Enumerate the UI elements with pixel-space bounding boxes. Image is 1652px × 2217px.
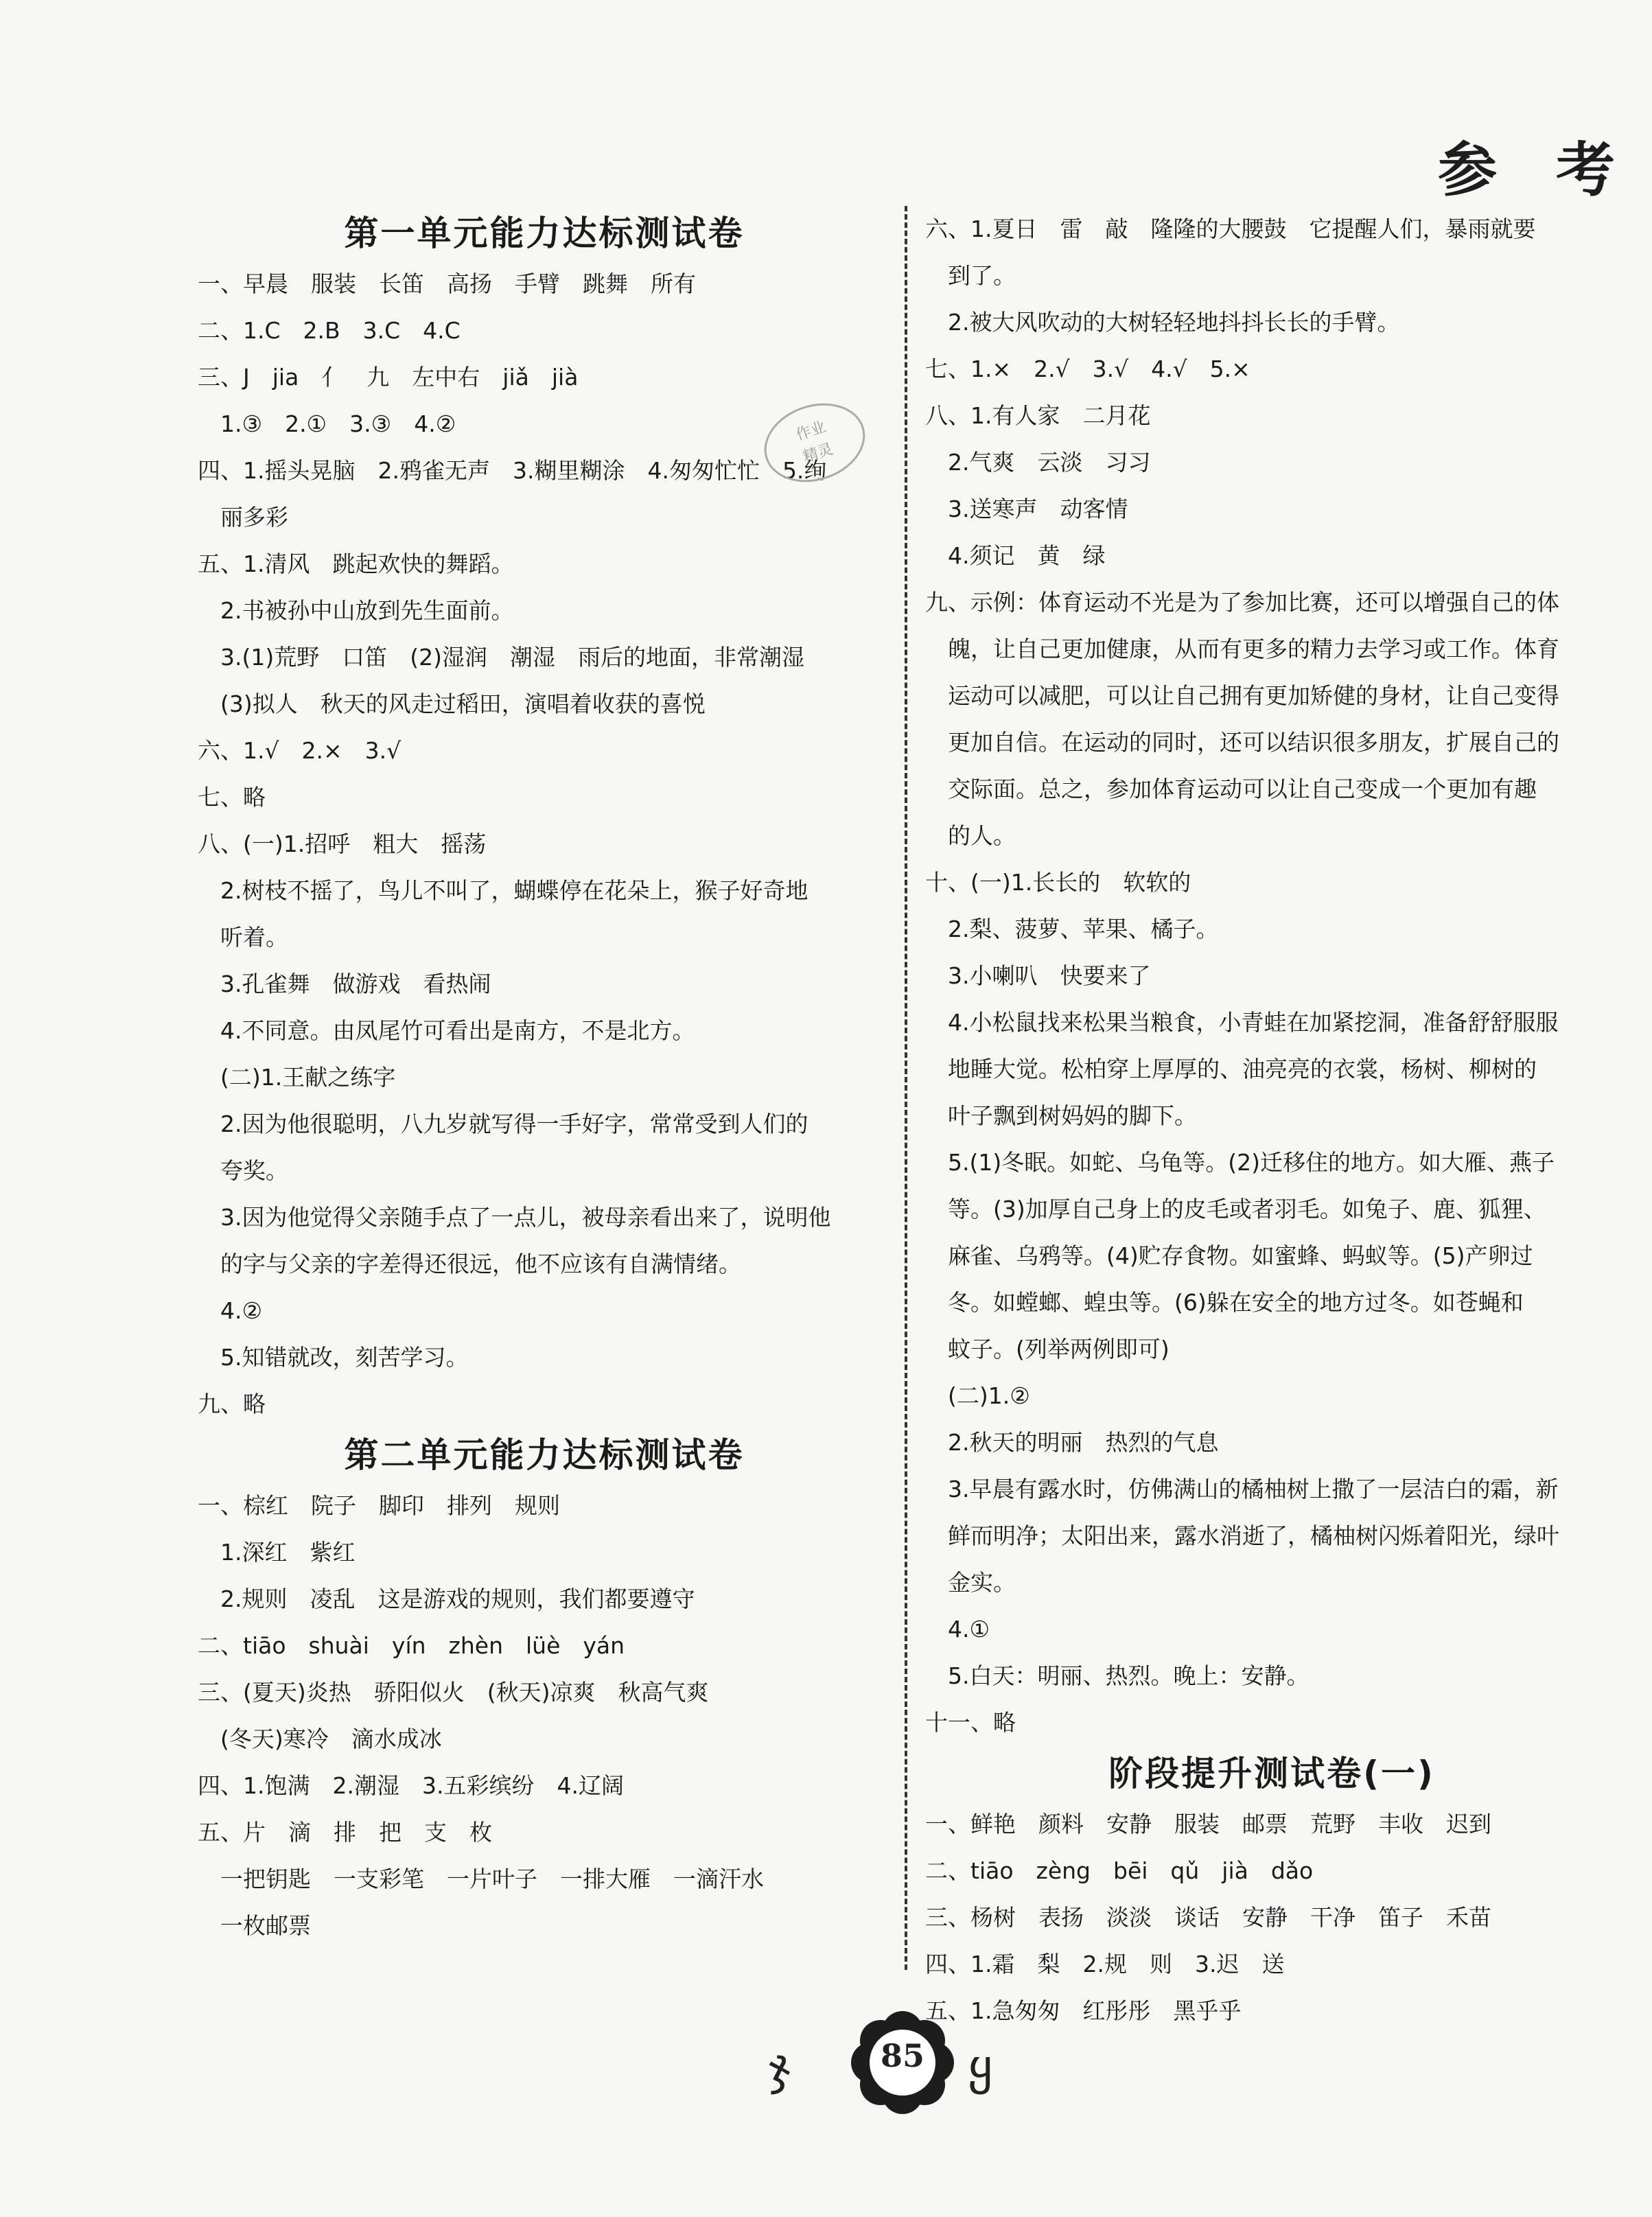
section-title: 第一单元能力达标测试卷 (344, 213, 745, 253)
answer-line: 魄，让自己更加健康，从而有更多的精力去学习或工作。体育 (925, 636, 1559, 662)
answer-line: 一、棕红 院子 脚印 排列 规则 (198, 1492, 560, 1519)
answer-line: 地睡大觉。松柏穿上厚厚的、油亮亮的衣裳，杨树、柳树的 (925, 1056, 1537, 1082)
answer-line: 的人。 (925, 822, 1016, 849)
answer-line: 金实。 (925, 1569, 1016, 1596)
answer-line: 七、略 (198, 784, 266, 811)
section-title: 第二单元能力达标测试卷 (344, 1435, 745, 1475)
answer-line: 六、1.√ 2.× 3.√ (198, 737, 402, 764)
sprig-left-icon: ჯ (769, 2039, 791, 2095)
answer-line: 2.树枝不摇了，鸟儿不叫了，蝴蝶停在花朵上，猴子好奇地 (198, 877, 808, 904)
answer-line: 四、1.饱满 2.潮湿 3.五彩缤纷 4.辽阔 (198, 1772, 624, 1799)
answer-line: 3.小喇叭 快要来了 (925, 962, 1151, 989)
answer-line: 的字与父亲的字差得还很远，他不应该有自满情绪。 (198, 1251, 741, 1277)
section-title: 阶段提升测试卷(一) (1108, 1754, 1435, 1794)
right-column (925, 206, 1618, 2034)
answer-line: 4.① (925, 1616, 990, 1643)
answer-line: 5.知错就改，刻苦学习。 (198, 1344, 469, 1371)
answer-line: 3.孔雀舞 做游戏 看热闹 (198, 971, 491, 997)
answer-line: 九、示例：体育运动不光是为了参加比赛，还可以增强自己的体 (925, 589, 1559, 616)
answer-line: 十、(一)1.长长的 软软的 (925, 869, 1191, 896)
answer-line: 三、(夏天)炎热 骄阳似火 (秋天)凉爽 秋高气爽 (198, 1679, 709, 1706)
answer-line: 二、tiāo shuài yín zhèn lüè yán (198, 1632, 625, 1659)
sprig-right-icon: ყ (968, 2039, 993, 2095)
answer-line: 三、J jia 亻 九 左中右 jiǎ jià (198, 364, 579, 391)
answer-line: 冬。如螳螂、蝗虫等。(6)躲在安全的地方过冬。如苍蝇和 (925, 1289, 1524, 1316)
answer-line: 二、tiāo zèng bēi qǔ jià dǎo (925, 1857, 1314, 1884)
answer-line: 一、早晨 服装 长笛 高扬 手臂 跳舞 所有 (198, 270, 696, 297)
answer-line: 丽多彩 (198, 504, 288, 531)
answer-line: 四、1.霜 梨 2.规 则 3.迟 送 (925, 1951, 1285, 1977)
answer-line: 2.秋天的明丽 热烈的气息 (925, 1429, 1219, 1456)
answer-line: 3.因为他觉得父亲随手点了一点儿，被母亲看出来了，说明他 (198, 1204, 831, 1231)
answer-line: (3)拟人 秋天的风走过稻田，演唱着收获的喜悦 (198, 690, 706, 717)
answer-line: 六、1.夏日 雷 敲 隆隆的大腰鼓 它提醒人们，暴雨就要 (925, 216, 1536, 242)
answer-line: 3.早晨有露水时，仿佛满山的橘柚树上撒了一层洁白的霜，新 (925, 1476, 1559, 1502)
answer-line: 1.③ 2.① 3.③ 4.② (198, 410, 456, 437)
stamp-image: 作业 精灵 (754, 391, 876, 495)
answer-line: 5.白天：明丽、热烈。晚上：安静。 (925, 1662, 1310, 1689)
answer-line: 一枚邮票 (198, 1912, 311, 1939)
page-header-label: 参 考 (1438, 136, 1634, 205)
answer-line: 一、鲜艳 颜料 安静 服装 邮票 荒野 丰收 迟到 (925, 1811, 1491, 1837)
answer-line: 交际面。总之，参加体育运动可以让自己变成一个更加有趣 (925, 776, 1537, 802)
answer-line: 听着。 (198, 924, 288, 951)
answer-line: 4.须记 黄 绿 (925, 542, 1106, 569)
answer-line: 5.(1)冬眠。如蛇、乌龟等。(2)迁移住的地方。如大雁、燕子 (925, 1149, 1555, 1176)
answer-line: 夸奖。 (198, 1157, 288, 1184)
page-number: 85 (880, 2037, 924, 2074)
answer-line: 五、片 滴 排 把 支 枚 (198, 1819, 492, 1846)
answer-line: 八、1.有人家 二月花 (925, 402, 1151, 429)
answer-line: 2.书被孙中山放到先生面前。 (198, 597, 514, 624)
answer-line: 等。(3)加厚自己身上的皮毛或者羽毛。如兔子、鹿、狐狸、 (925, 1196, 1546, 1222)
answer-line: (冬天)寒冷 滴水成冰 (198, 1726, 442, 1752)
answer-line: 麻雀、乌鸦等。(4)贮存食物。如蜜蜂、蚂蚁等。(5)产卵过 (925, 1242, 1533, 1269)
column-divider (905, 206, 907, 1970)
answer-line: 五、1.急匆匆 红彤彤 黑乎乎 (925, 1997, 1242, 2024)
page-footer (755, 2004, 1029, 2135)
answer-line: 更加自信。在运动的同时，还可以结识很多朋友，扩展自己的 (925, 729, 1559, 756)
answer-line: 叶子飘到树妈妈的脚下。 (925, 1102, 1197, 1129)
answer-line: 十一、略 (925, 1709, 1016, 1736)
answer-line: 3.送寒声 动客情 (925, 496, 1128, 522)
answer-line: 4.小松鼠找来松果当粮食，小青蛙在加紧挖洞，准备舒舒服服 (925, 1009, 1559, 1036)
answer-line: 2.气爽 云淡 习习 (925, 449, 1151, 476)
answer-line: 鲜而明净；太阳出来，露水消逝了，橘柚树闪烁着阳光，绿叶 (925, 1522, 1559, 1549)
answer-line: 三、杨树 表扬 淡淡 谈话 安静 干净 笛子 禾苗 (925, 1904, 1491, 1931)
answer-line: 1.深红 紫红 (198, 1539, 356, 1566)
answer-line: 二、1.C 2.B 3.C 4.C (198, 317, 461, 344)
answer-line: 运动可以减肥，可以让自己拥有更加矫健的身材，让自己变得 (925, 682, 1559, 709)
answer-line: 九、略 (198, 1391, 266, 1417)
answer-line: 蚊子。(列举两例即可) (925, 1336, 1170, 1362)
answer-line: 七、1.× 2.√ 3.√ 4.√ 5.× (925, 356, 1250, 382)
answer-line: 2.规则 凌乱 这是游戏的规则，我们都要遵守 (198, 1586, 695, 1612)
answer-line: 一把钥匙 一支彩笔 一片叶子 一排大雁 一滴汗水 (198, 1866, 764, 1892)
answer-line: 2.因为他很聪明，八九岁就写得一手好字，常常受到人们的 (198, 1111, 808, 1137)
answer-line: 五、1.清风 跳起欢快的舞蹈。 (198, 550, 514, 577)
answer-line: 3.(1)荒野 口笛 (2)湿润 潮湿 雨后的地面，非常潮湿 (198, 644, 804, 671)
answer-line: 4.不同意。由凤尾竹可看出是南方，不是北方。 (198, 1017, 695, 1044)
answer-line: (二)1.② (925, 1382, 1030, 1409)
answer-line: 八、(一)1.招呼 粗大 摇荡 (198, 831, 487, 857)
answer-line: 2.被大风吹动的大树轻轻地抖抖长长的手臂。 (925, 309, 1400, 336)
answer-line: (二)1.王献之练字 (198, 1064, 396, 1091)
answer-line: 四、1.摇头晃脑 2.鸦雀无声 3.糊里糊涂 4.匆匆忙忙 5.绚 (198, 457, 827, 484)
answer-line: 到了。 (925, 262, 1016, 289)
answer-line: 2.梨、菠萝、苹果、橘子。 (925, 916, 1219, 942)
answer-line: 4.② (198, 1297, 263, 1324)
